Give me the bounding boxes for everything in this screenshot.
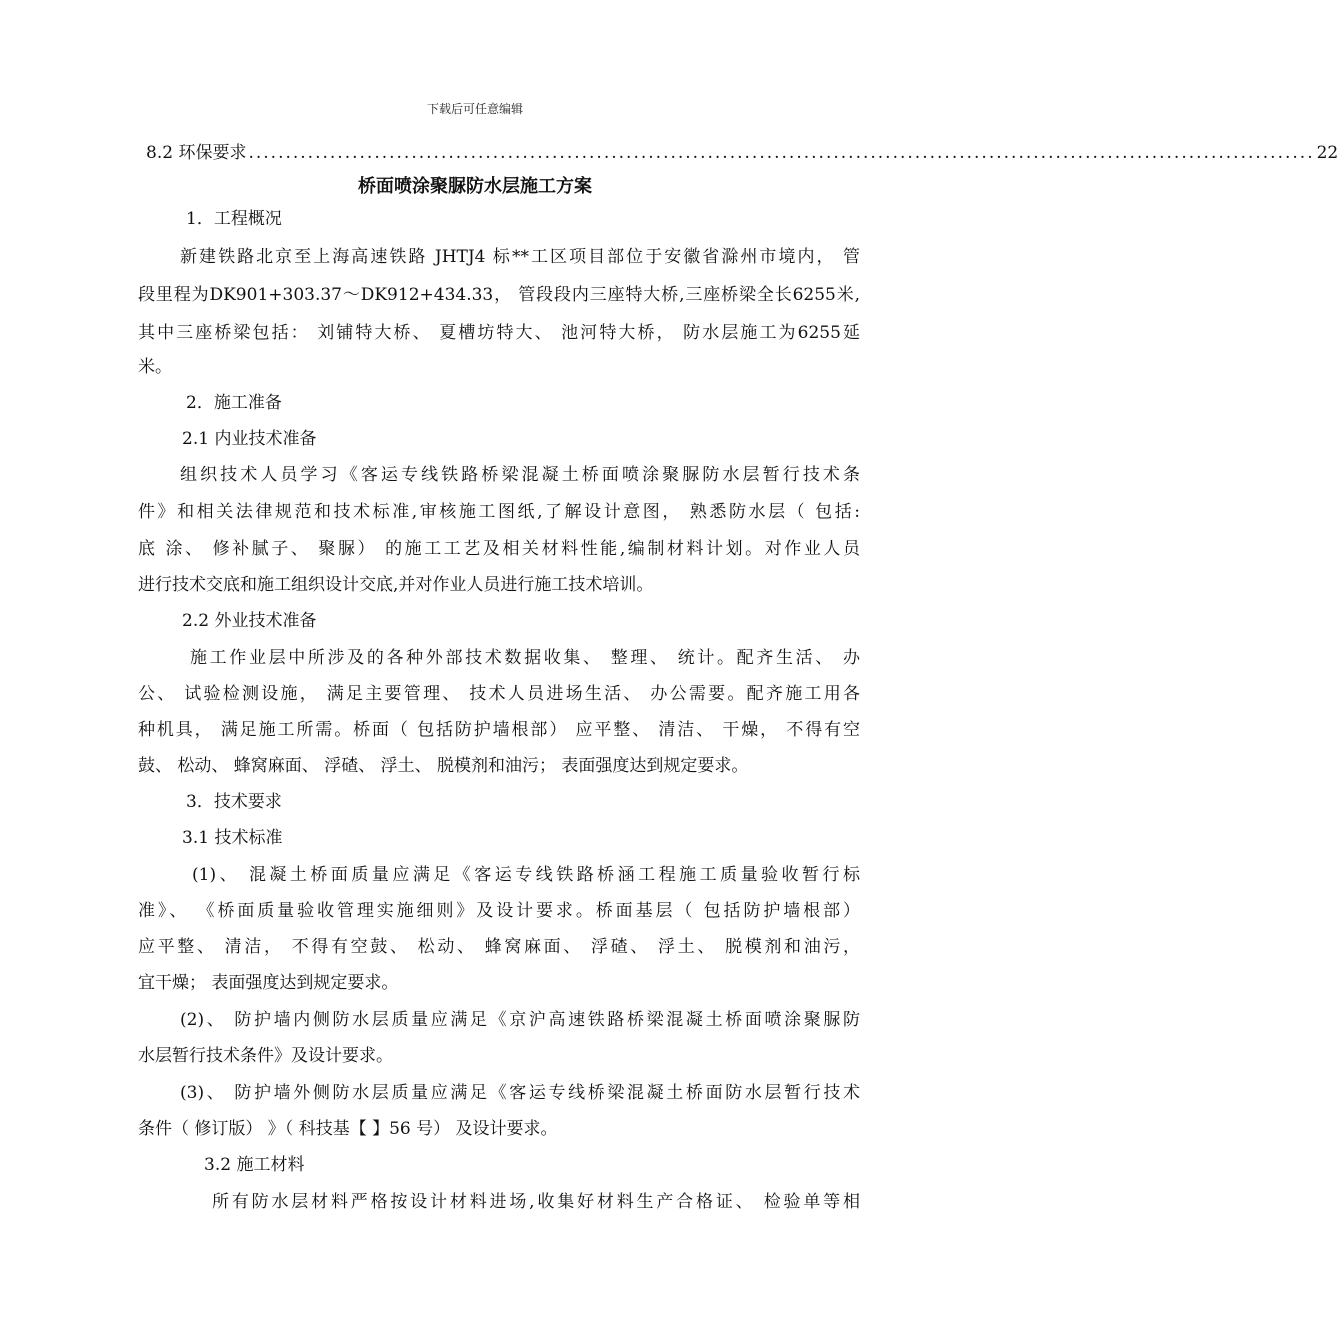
paragraph-line: 段里程为DK901+303.37～DK912+434.33， 管段段内三座特大桥,三座桥梁全长6255米, (138, 285, 860, 305)
paragraph-line: (3)、 防护墙外侧防水层质量应满足《客运专线桥梁混凝土桥面防水层暂行技术 (180, 1083, 860, 1103)
toc-label: 8.2 环保要求 (146, 143, 247, 163)
paragraph-line: 宜干燥； 表面强度达到规定要求。 (138, 973, 399, 993)
toc-page-number: 22 (1316, 143, 1338, 163)
paragraph-line: 底 涂、 修补腻子、 聚脲） 的施工工艺及相关材料性能,编制材料计划。对作业人员 (138, 539, 860, 559)
subsection-heading: 3.1 技术标准 (182, 828, 283, 848)
toc-leader: ................................................................................................................................................ (248, 143, 1315, 163)
paragraph-line: 准》、 《桥面质量验收管理实施细则》及设计要求。桥面基层（ 包括防护墙根部） (138, 901, 860, 921)
paragraph-line: 组织技术人员学习《客运专线铁路桥梁混凝土桥面喷涂聚脲防水层暂行技术条 (180, 465, 860, 485)
paragraph-line: 施工作业层中所涉及的各种外部技术数据收集、 整理、 统计。配齐生活、 办 (190, 648, 860, 668)
paragraph-line: 种机具， 满足施工所需。桥面（ 包括防护墙根部） 应平整、 清洁、 干燥， 不得有空 (138, 720, 860, 740)
toc-entry[interactable] (146, 138, 1338, 164)
section-heading: 3．技术要求 (186, 792, 282, 812)
paragraph-line: (2)、 防护墙内侧防水层质量应满足《京沪高速铁路桥梁混凝土桥面喷涂聚脲防 (180, 1010, 860, 1030)
paragraph-line: 新建铁路北京至上海高速铁路 JHTJ4 标**工区项目部位于安徽省滁州市境内， 管 (180, 247, 860, 267)
paragraph-line: 件》和相关法律规范和技术标准,审核施工图纸,了解设计意图， 熟悉防水层（ 包括: (138, 502, 860, 522)
paragraph-line: (1)、 混凝土桥面质量应满足《客运专线铁路桥涵工程施工质量验收暂行标 (192, 865, 860, 885)
section-heading: 1．工程概况 (186, 209, 282, 229)
header-note: 下载后可任意编辑 (426, 102, 523, 116)
subsection-heading: 2.1 内业技术准备 (182, 429, 317, 449)
section-heading: 2．施工准备 (186, 393, 282, 413)
paragraph-line: 公、 试验检测设施， 满足主要管理、 技术人员进场生活、 办公需要。配齐施工用各 (138, 684, 860, 704)
paragraph-line: 其中三座桥梁包括： 刘铺特大桥、 夏槽坊特大、 池河特大桥， 防水层施工为6255延 (138, 323, 860, 343)
paragraph-line: 应平整、 清洁， 不得有空鼓、 松动、 蜂窝麻面、 浮碴、 浮土、 脱模剂和油污， (138, 937, 860, 957)
document-title: 桥面喷涂聚脲防水层施工方案 (358, 176, 592, 197)
paragraph-line: 鼓、 松动、 蜂窝麻面、 浮碴、 浮土、 脱模剂和油污； 表面强度达到规定要求。 (138, 756, 749, 776)
paragraph-line: 米。 (138, 357, 172, 377)
paragraph-line: 进行技术交底和施工组织设计交底,并对作业人员进行施工技术培训。 (138, 575, 654, 595)
subsection-heading: 2.2 外业技术准备 (182, 611, 317, 631)
subsection-heading: 3.2 施工材料 (204, 1155, 305, 1175)
paragraph-line: 条件（ 修订版） 》（ 科技基【 】56 号） 及设计要求。 (138, 1119, 558, 1139)
paragraph-line: 水层暂行技术条件》及设计要求。 (138, 1046, 393, 1066)
paragraph-line: 所有防水层材料严格按设计材料进场,收集好材料生产合格证、 检验单等相 (212, 1192, 860, 1212)
